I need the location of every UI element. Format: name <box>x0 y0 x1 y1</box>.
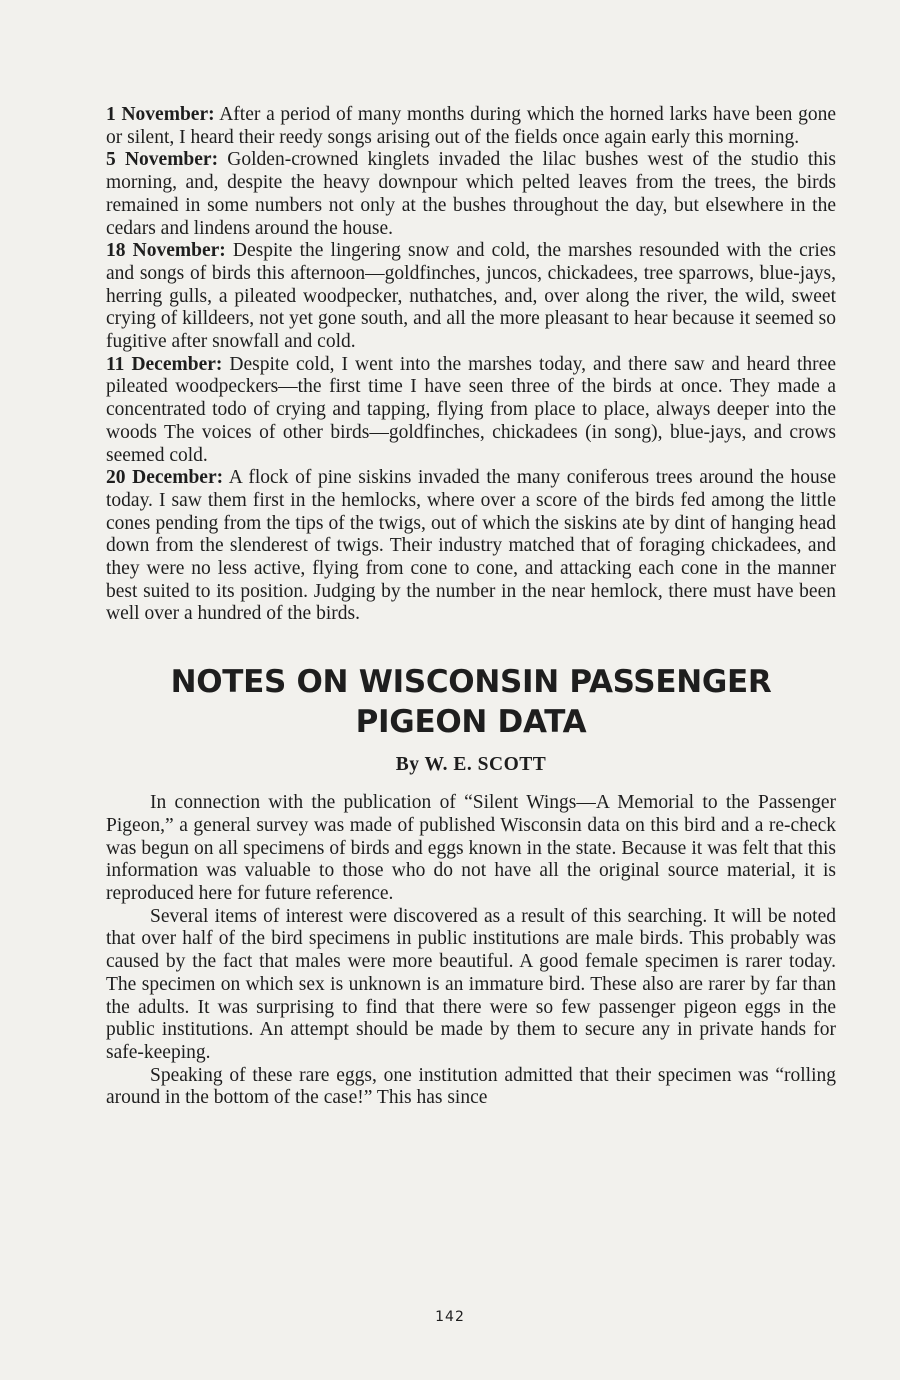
article-paragraph: In connection with the publication of “Silent Wings—A Memorial to the Passenger Pigeon,” a general survey was made of published Wisconsin data on this bird and a re-check was begun on all specimens of birds and eggs known in the state. Because it was felt that this information was valuable to those who do not have all the original source material, it is reproduced here for future reference. <box>106 792 836 904</box>
article-title-line-1: NOTES ON WISCONSIN PASSENGER <box>170 664 772 701</box>
entry-text: A flock of pine siskins invaded the many coniferous trees around the house today. I saw them first in the hemlocks, where over a score of the birds fed among the little cones pending from the tips of the twigs, out of which the siskins ate by dint of hanging head down from the slenderest of twigs. Their industry matched that of foraging chickadees, and they were no less active, flying from cone to cone, and attacking each cone in the manner best suited to its position. Judging by the number in the near hemlock, there must have been well over a hundred of the birds. <box>106 467 836 625</box>
entry-date: 1 November: <box>106 104 215 125</box>
entry-date: 11 December: <box>106 353 223 375</box>
entry-text: Despite the lingering snow and cold, the marshes resounded with the cries and songs of birds this afternoon—goldfinches, juncos, chickadees, tree sparrows, blue-jays, herring gulls, a pileated woodpecker, nuthatches, and, over along the river, the wild, sweet crying of killdeers, not yet gone south, and all the more pleasant to hear because it seemed so fugitive after snowfall and cold. <box>106 240 836 353</box>
entry-date: 20 December: <box>106 467 224 489</box>
journal-entry-20-dec <box>106 467 836 626</box>
article-paragraph: Speaking of these rare eggs, one institution admitted that their specimen was “rolling around in the bottom of the case!” This has since <box>106 1064 836 1109</box>
article-title <box>106 662 836 742</box>
journal-entry-5-nov <box>106 149 836 240</box>
article-title-line-2: PIGEON DATA <box>355 704 587 741</box>
journal-entry-1-nov <box>106 104 836 149</box>
entry-text: Despite cold, I went into the marshes today, and there saw and heard three pileated woodpeckers—the first time I have seen three of the birds at once. They made a concentrated todo of crying and tapping, flying from place to place, always deeper into the woods The voices of other birds—goldfinches, chickadees (in song), blue-jays, and crows seemed cold. <box>106 353 836 466</box>
page-number: 142 <box>435 1309 465 1325</box>
entry-text: After a period of many months during which the horned larks have been gone or silent, I heard their reedy songs arising out of the fields once again early this morning. <box>106 104 836 148</box>
byline: By W. E. SCOTT <box>395 754 547 776</box>
entry-date: 18 November: <box>106 240 226 262</box>
journal-entries <box>106 104 836 626</box>
article-paragraph: Several items of interest were discovered as a result of this searching. It will be noted that over half of the bird specimens in public institutions are male birds. This probably was caused by the fact that males were more beautiful. A good female specimen is rarer today. The specimen on which sex is unknown is an immature bird. These also are rarer by far than the adults. It was surprising to find that there were so few passenger pigeon eggs in the public institutions. An attempt should be made by them to secure any in private hands for safe-keeping. <box>106 905 836 1063</box>
entry-text: Golden-crowned kinglets invaded the lilac bushes west of the studio this morning, and, despite the heavy downpour which pelted leaves from the trees, the birds remained in some numbers not only at the bushes throughout the day, but elsewhere in the cedars and lindens around the house. <box>106 149 836 239</box>
entry-date: 5 November: <box>106 149 219 171</box>
journal-entry-18-nov <box>106 240 836 354</box>
article-body <box>106 792 836 1110</box>
journal-entry-11-dec <box>106 354 836 468</box>
